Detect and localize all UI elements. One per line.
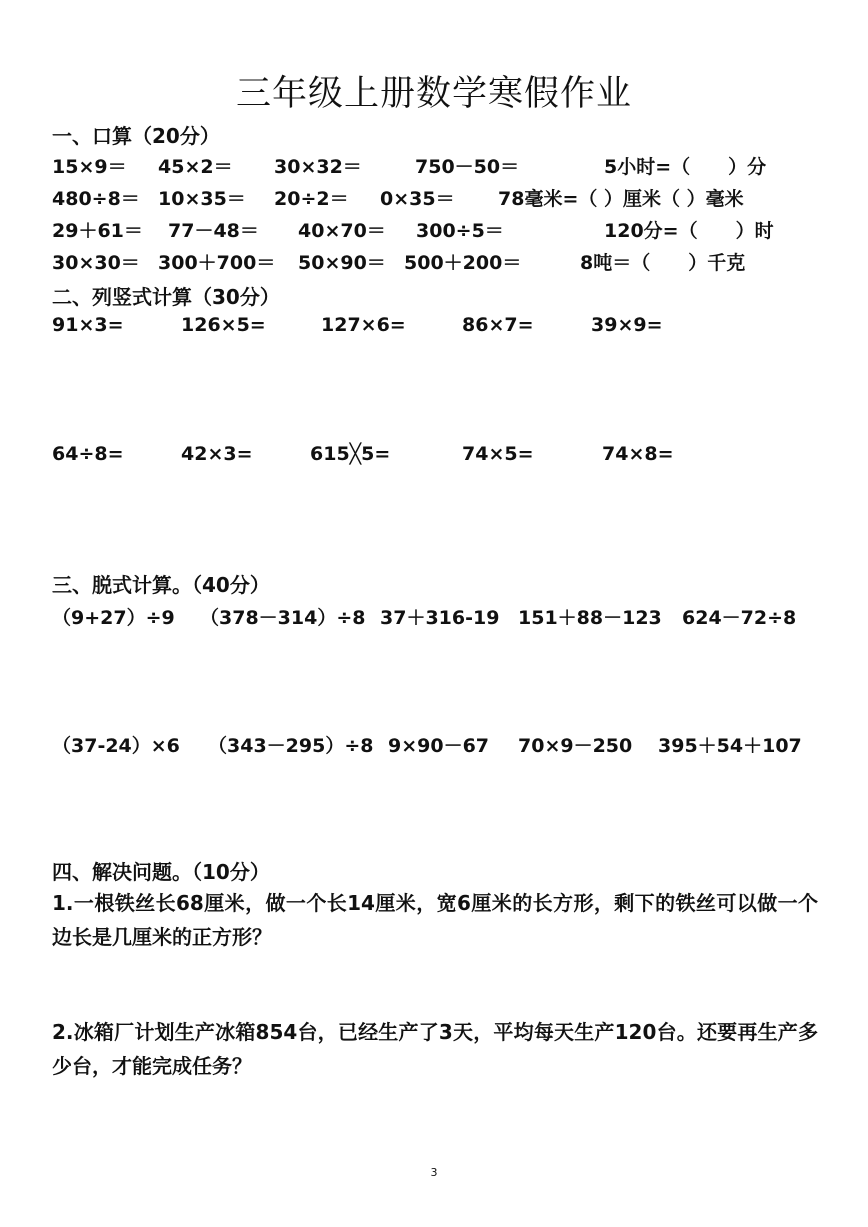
oral-item: 30×30＝ xyxy=(52,252,140,274)
section-heading-vertical: 二、列竖式计算（30分） xyxy=(52,285,280,309)
oral-item: 15×9＝ xyxy=(52,156,127,178)
vertical-item: 74×8= xyxy=(602,443,674,465)
stepwise-item: 37＋316-19 xyxy=(380,607,500,629)
vertical-item: 615╳5= xyxy=(310,443,391,465)
section-heading-problems: 四、解决问题。（10分） xyxy=(52,860,270,884)
oral-item: 300＋700＝ xyxy=(158,252,276,274)
oral-item: 45×2＝ xyxy=(158,156,233,178)
vertical-item: 86×7= xyxy=(462,314,534,336)
vertical-item: 91×3= xyxy=(52,314,124,336)
stepwise-item: 9×90－67 xyxy=(388,735,490,757)
oral-item: 480÷8＝ xyxy=(52,188,140,210)
oral-item: 8吨＝（ ）千克 xyxy=(580,252,746,274)
vertical-item: 74×5= xyxy=(462,443,534,465)
word-problem: 1.一根铁丝长68厘米，做一个长14厘米，宽6厘米的长方形，剩下的铁丝可以做一个边长是几厘米的正方形？ xyxy=(52,891,818,949)
oral-item: 77－48＝ xyxy=(168,220,259,242)
vertical-item: 64÷8= xyxy=(52,443,124,465)
oral-item: 0×35＝ xyxy=(380,188,455,210)
vertical-item: 42×3= xyxy=(181,443,253,465)
oral-item: 50×90＝ xyxy=(298,252,386,274)
page-number: 3 xyxy=(430,1166,438,1179)
stepwise-item: （343－295）÷8 xyxy=(208,735,374,757)
stepwise-item: 624－72÷8 xyxy=(682,607,797,629)
section-heading-oral: 一、口算（20分） xyxy=(52,124,220,148)
word-problem: 2.冰箱厂计划生产冰箱854台，已经生产了3天，平均每天生产120台。还要再生产多少台，才能完成任务？ xyxy=(52,1020,818,1078)
oral-item: 40×70＝ xyxy=(298,220,386,242)
section-heading-stepwise: 三、脱式计算。（40分） xyxy=(52,573,270,597)
vertical-item: 127×6= xyxy=(321,314,406,336)
stepwise-item: （9+27）÷9 xyxy=(52,607,175,629)
oral-item: 750－50＝ xyxy=(415,156,520,178)
oral-item: 5小时=（ ）分 xyxy=(604,156,767,178)
vertical-item: 126×5= xyxy=(181,314,266,336)
oral-item: 300÷5＝ xyxy=(416,220,504,242)
page-title: 三年级上册数学寒假作业 xyxy=(235,74,632,114)
oral-item: 500＋200＝ xyxy=(404,252,522,274)
oral-item: 29＋61＝ xyxy=(52,220,143,242)
oral-item: 120分=（ ）时 xyxy=(604,220,774,242)
stepwise-item: 70×9－250 xyxy=(518,735,633,757)
oral-item: 20÷2＝ xyxy=(274,188,349,210)
oral-item: 78毫米=（ ）厘米（ ）毫米 xyxy=(498,188,744,210)
stepwise-item: 395＋54＋107 xyxy=(658,735,802,757)
oral-item: 30×32＝ xyxy=(274,156,362,178)
stepwise-item: （378－314）÷8 xyxy=(200,607,366,629)
vertical-item: 39×9= xyxy=(591,314,663,336)
stepwise-item: （37-24）×6 xyxy=(52,735,180,757)
oral-item: 10×35＝ xyxy=(158,188,246,210)
stepwise-item: 151＋88－123 xyxy=(518,607,662,629)
